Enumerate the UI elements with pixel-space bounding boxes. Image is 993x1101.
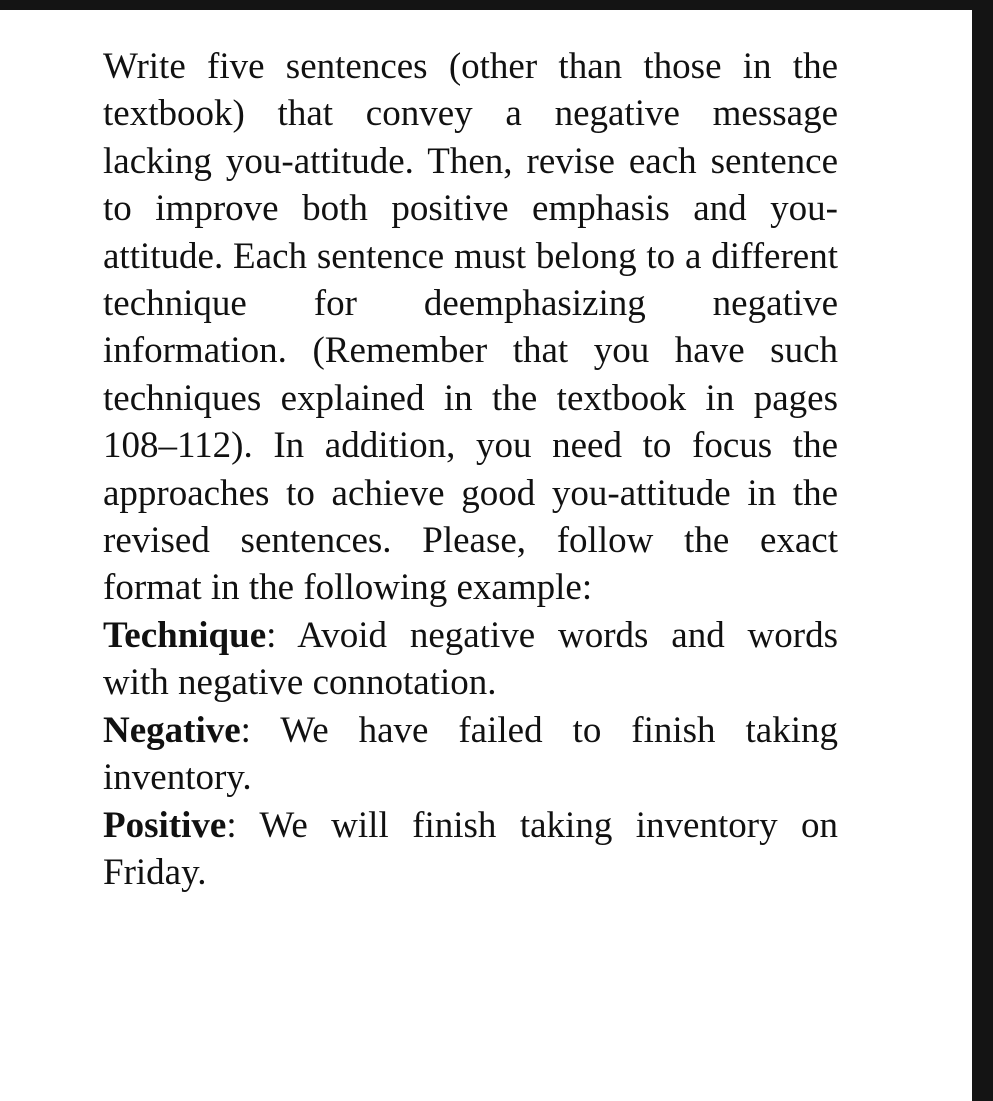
negative-text: We have failed to finish taking inventory.: [103, 709, 838, 799]
positive-label: Positive: [103, 804, 227, 846]
instructions-paragraph: Write five sentences (other than those in the textbook) that convey a negative message lacking you-attitude. Then, revise each sentence to improve both positive emphasis and you-attitude. Each sentence must belong to a different technique for deemphasizing negative information. (Remember that you have such techniques explained in the textbook in pages 108–112). In addition, you need to focus the approaches to achieve good you-attitude in the revised sentences. Please, follow the exact format in the following example:: [103, 46, 838, 609]
assignment-text: [103, 43, 838, 896]
example-technique-line: Technique: Avoid negative words and words with negative connotation.: [103, 614, 838, 704]
technique-label: Technique: [103, 614, 267, 656]
negative-label: Negative: [103, 709, 241, 751]
positive-text: We will finish taking inventory on Friday.: [103, 804, 838, 893]
technique-text: Avoid negative words and words with negative connotation.: [103, 614, 838, 704]
document-page: [0, 10, 972, 1101]
example-negative-line: Negative: We have failed to finish taking inventory.: [103, 709, 838, 799]
example-positive-line: Positive: We will finish taking inventory on Friday.: [103, 804, 838, 893]
